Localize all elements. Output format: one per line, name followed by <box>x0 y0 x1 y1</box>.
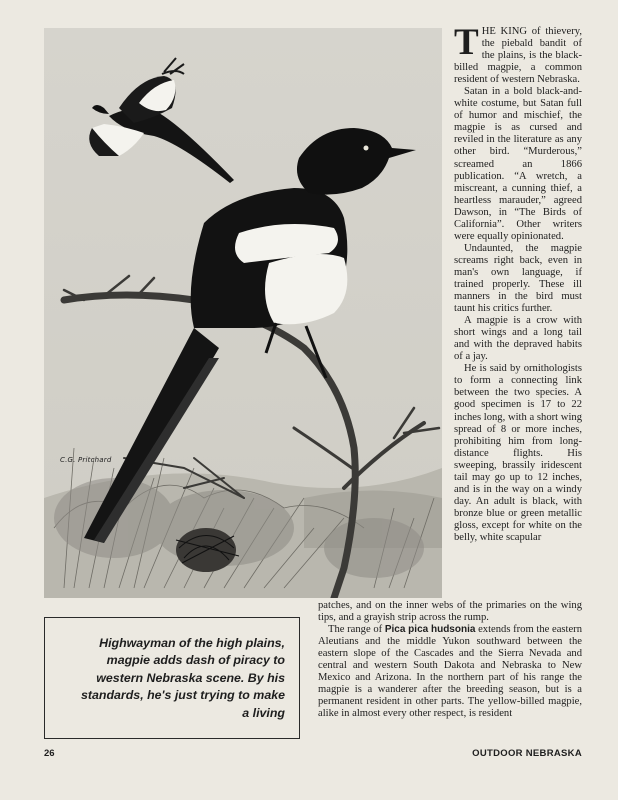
article-paragraph <box>318 624 582 720</box>
artist-signature: C.G. Pritchard <box>60 456 112 464</box>
article-wide-column <box>318 600 582 720</box>
paragraph-text: The range of <box>328 624 385 636</box>
magpie-painting <box>44 28 442 598</box>
paragraph-text: extends from the eastern Aleutians and the middle Yukon southward between the eastern slope of the Cascades and the Sierra Nevada and central and western South Dakota and Nebraska to New Mexico and Arizona. In the northern part of his range the magpie is a wanderer after the breeding season, but is a permanent resident in other parts. The yellow-billed magpie, alike in almost every other respect, is resident <box>318 624 582 720</box>
page-number: 26 <box>44 748 55 759</box>
species-name: Pica pica hudsonia <box>384 624 476 636</box>
drop-cap: T <box>454 22 479 63</box>
article-paragraph: He is said by ornithologists to form a connecting link between the two species. A good specimen is 17 to 22 inches long, with a short wing spread of 8 or more inches, prohibiting him from long-distance flights. His sweeping, brassily iridescent tail may go up to 12 inches, and is in the way on a windy day. An adult is black, with bronze blue or green metallic gloss, except for white on the belly, white scapular <box>454 363 582 543</box>
caption-text: Highwayman of the high plains, magpie adds dash of piracy to western Nebraska scene. By his standards, he's just trying to make a living <box>80 636 285 720</box>
paragraph-text: HE KING of thievery, the piebald bandit of the plains, is the black-billed magpie, a common resident of western Nebraska. <box>454 26 582 86</box>
article-paragraph <box>454 22 582 86</box>
article-paragraph: Undaunted, the magpie screams right back, even in man's own language, if trained properly. These ill manners in the bird must taunt his critics further. <box>454 242 582 315</box>
article-paragraph: patches, and on the inner webs of the primaries on the wing tips, and a grayish strip across the rump. <box>318 600 582 624</box>
caption-box <box>44 617 300 739</box>
magpie-illustration <box>44 28 442 598</box>
article-column <box>454 22 582 544</box>
article-paragraph: A magpie is a crow with short wings and a long tail and with the depraved habits of a jay. <box>454 315 582 363</box>
magazine-name: OUTDOOR NEBRASKA <box>472 748 582 759</box>
article-paragraph: Satan in a bold black-and-white costume, but Satan full of humor and mischief, the magpie is as cursed and reviled in the literature as any other bird. “Murderous,” screamed an 1866 publication. “A wretch, a miscreant, a cunning thief, a heartless marauder,” agreed Dawson, in “The Birds of California”. Other writers were equally opinionated. <box>454 86 582 242</box>
